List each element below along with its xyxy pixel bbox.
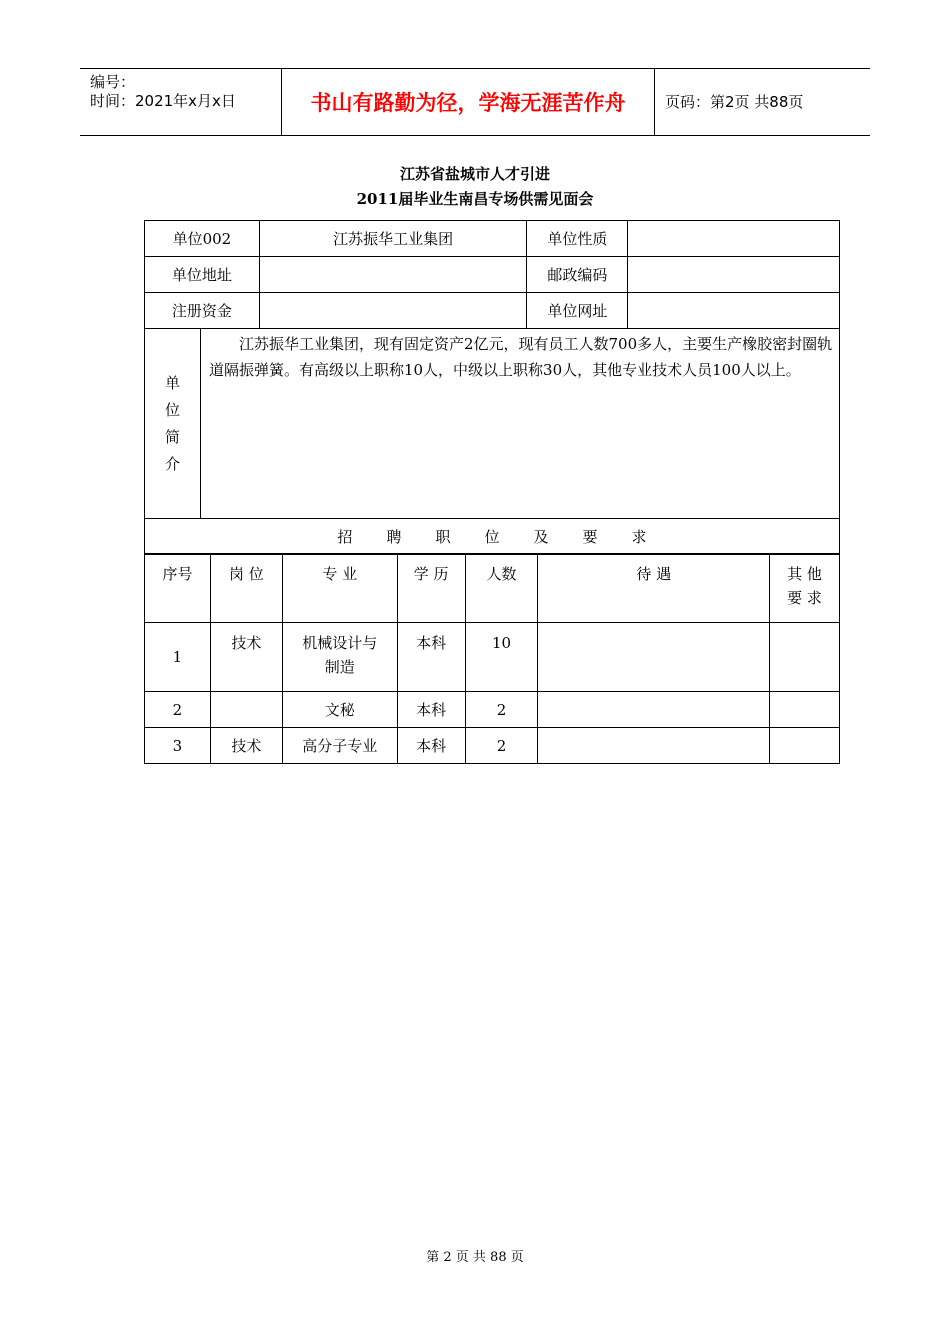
row-count: 10 [465, 623, 538, 692]
unit-label: 单位002 [145, 221, 260, 257]
row-seq: 1 [145, 623, 211, 692]
header-bottom-rule [80, 135, 870, 136]
header-number-label: 编号： [90, 73, 136, 91]
table-row [145, 623, 840, 692]
row-seq: 2 [145, 692, 211, 728]
postcode-label: 邮政编码 [527, 257, 628, 293]
header-divider-right [654, 68, 655, 135]
row-edu: 本科 [397, 692, 465, 728]
document-title-line2: 2011届毕业生南昌专场供需见面会 [356, 190, 594, 208]
info-row-unit [145, 221, 840, 257]
row-edu: 本科 [397, 623, 465, 692]
header-time-label: 时间：2021年x月x日 [90, 92, 236, 110]
intro-text: 江苏振华工业集团，现有固定资产2亿元，现有员工人数700多人，主要生产橡胶密封圈轨道隔振弹簧。有高级以上职称10人，中级以上职称30人，其他专业技术人员100人以上。 [200, 329, 839, 519]
row-major [282, 623, 397, 692]
row-count: 2 [465, 692, 538, 728]
table-row [145, 692, 840, 728]
intro-label [145, 329, 201, 519]
requirements-heading: 招聘职位及要求 [145, 519, 840, 555]
nature-label: 单位性质 [527, 221, 628, 257]
intro-label-char: 单 [164, 373, 180, 392]
info-row-intro [145, 329, 840, 519]
row-seq: 3 [145, 728, 211, 764]
row-major-line1: 机械设计与 [302, 634, 378, 652]
info-row-address [145, 257, 840, 293]
header-other-line2: 要 求 [787, 589, 822, 607]
company-info-table [144, 220, 840, 555]
address-value [259, 257, 527, 293]
row-edu: 本科 [397, 728, 465, 764]
unit-name: 江苏振华工业集团 [259, 221, 527, 257]
row-other [770, 728, 840, 764]
website-value [628, 293, 840, 329]
header-count: 人数 [465, 554, 538, 623]
row-benefits [538, 692, 770, 728]
table-row [145, 728, 840, 764]
capital-label: 注册资金 [145, 293, 260, 329]
intro-label-char: 简 [164, 427, 180, 446]
header-other [770, 554, 840, 623]
intro-label-char: 位 [164, 400, 180, 419]
header-other-line1: 其 他 [787, 565, 822, 583]
header-page-info: 页码：第2页 共88页 [665, 93, 804, 111]
header-major: 专 业 [282, 554, 397, 623]
header-motto: 书山有路勤为径，学海无涯苦作舟 [310, 90, 626, 115]
page-footer: 第 2 页 共 88 页 [426, 1250, 524, 1265]
row-benefits [538, 728, 770, 764]
row-count: 2 [465, 728, 538, 764]
website-label: 单位网址 [527, 293, 628, 329]
row-post [210, 692, 282, 728]
row-other [770, 623, 840, 692]
postcode-value [628, 257, 840, 293]
row-major-line2: 制造 [324, 658, 355, 676]
jobs-table [144, 553, 840, 764]
header-post: 岗 位 [210, 554, 282, 623]
nature-value [628, 221, 840, 257]
row-major: 高分子专业 [282, 728, 397, 764]
header-seq: 序号 [145, 554, 211, 623]
header-edu: 学 历 [397, 554, 465, 623]
row-other [770, 692, 840, 728]
document-title-line1: 江苏省盐城市人才引进 [399, 165, 550, 183]
jobs-header-row [145, 554, 840, 623]
row-post: 技术 [210, 623, 282, 692]
info-row-capital [145, 293, 840, 329]
header-benefits: 待 遇 [538, 554, 770, 623]
row-post: 技术 [210, 728, 282, 764]
row-benefits [538, 623, 770, 692]
capital-value [259, 293, 527, 329]
row-major: 文秘 [282, 692, 397, 728]
info-row-requirements [145, 519, 840, 555]
intro-label-char: 介 [164, 454, 180, 473]
address-label: 单位地址 [145, 257, 260, 293]
